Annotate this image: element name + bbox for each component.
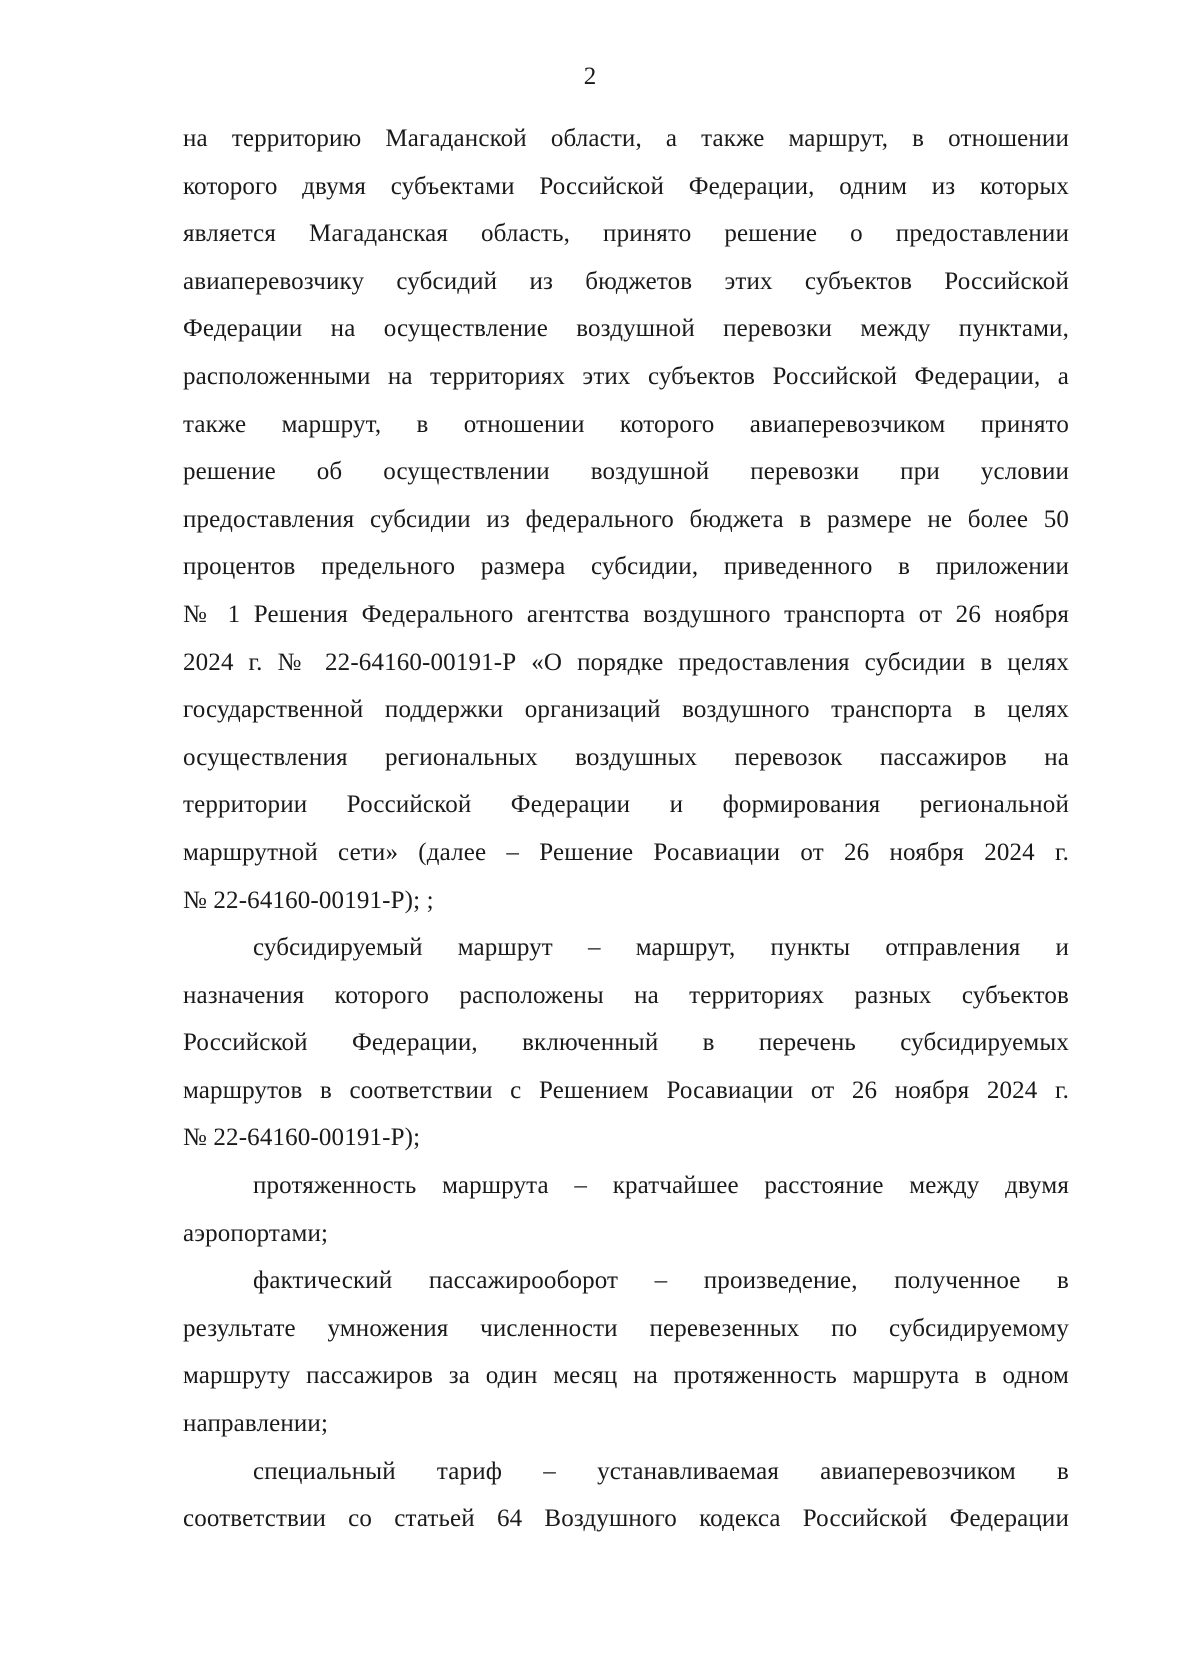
text-line: является Магаданская область, принято решение о предоставлении (183, 220, 1069, 248)
text-line: направлении; (183, 1410, 329, 1438)
text-line: протяженность маршрута – кратчайшее расстояние между двумя (253, 1172, 1069, 1200)
text-line: субсидируемый маршрут – маршрут, пункты отправления и (253, 934, 1069, 962)
text-line: фактический пассажирооборот – произведение, полученное в (253, 1267, 1069, 1295)
text-line: № 1 Решения Федерального агентства воздушного транспорта от 26 ноября (183, 600, 1069, 628)
text-line: процентов предельного размера субсидии, приведенного в приложении (183, 553, 1069, 581)
text-line: предоставления субсидии из федерального бюджета в размере не более 50 (183, 505, 1069, 533)
paragraph (183, 924, 1069, 1162)
text-line: которого двумя субъектами Российской Федерации, одним из которых (183, 172, 1069, 200)
text-line: авиаперевозчику субсидий из бюджетов этих субъектов Российской (183, 267, 1069, 295)
text-line: результате умножения численности перевезенных по субсидируемому (183, 1314, 1069, 1342)
text-line: решение об осуществлении воздушной перевозки при условии (183, 458, 1069, 486)
text-line: территории Российской Федерации и формирования региональной (183, 791, 1069, 819)
text-line: расположенными на территориях этих субъектов Российской Федерации, а (183, 362, 1069, 390)
text-line: маршрутов в соответствии с Решением Росавиации от 26 ноября 2024 г. (183, 1076, 1069, 1104)
text-line: № 22-64160-00191-Р); (183, 1124, 421, 1152)
text-line: маршруту пассажиров за один месяц на протяженность маршрута в одном (183, 1362, 1069, 1390)
paragraph (183, 115, 1069, 924)
text-line: аэропортами; (183, 1219, 329, 1247)
text-line: маршрутной сети» (далее – Решение Росавиации от 26 ноября 2024 г. (183, 838, 1069, 866)
text-line: также маршрут, в отношении которого авиаперевозчиком принято (183, 410, 1069, 438)
text-line: государственной поддержки организаций воздушного транспорта в целях (183, 696, 1069, 724)
text-line: соответствии со статьей 64 Воздушного кодекса Российской Федерации (183, 1505, 1069, 1533)
text-line: Федерации на осуществление воздушной перевозки между пунктами, (183, 315, 1069, 343)
text-line: осуществления региональных воздушных перевозок пассажиров на (183, 743, 1069, 771)
text-line: на территорию Магаданской области, а также маршрут, в отношении (183, 125, 1069, 152)
paragraph (183, 1257, 1069, 1447)
paragraph (183, 1162, 1069, 1257)
text-line: 2024 г. № 22-64160-00191-Р «О порядке предоставления субсидии в целях (183, 648, 1069, 676)
page-number: 2 (583, 63, 597, 90)
text-line: назначения которого расположены на территориях разных субъектов (183, 981, 1069, 1009)
paragraph (183, 1448, 1069, 1543)
text-line: № 22-64160-00191-Р); ; (183, 886, 434, 914)
text-line: специальный тариф – устанавливаемая авиаперевозчиком в (253, 1457, 1069, 1485)
document-body (183, 115, 1069, 1543)
text-line: Российской Федерации, включенный в перечень субсидируемых (183, 1029, 1069, 1057)
